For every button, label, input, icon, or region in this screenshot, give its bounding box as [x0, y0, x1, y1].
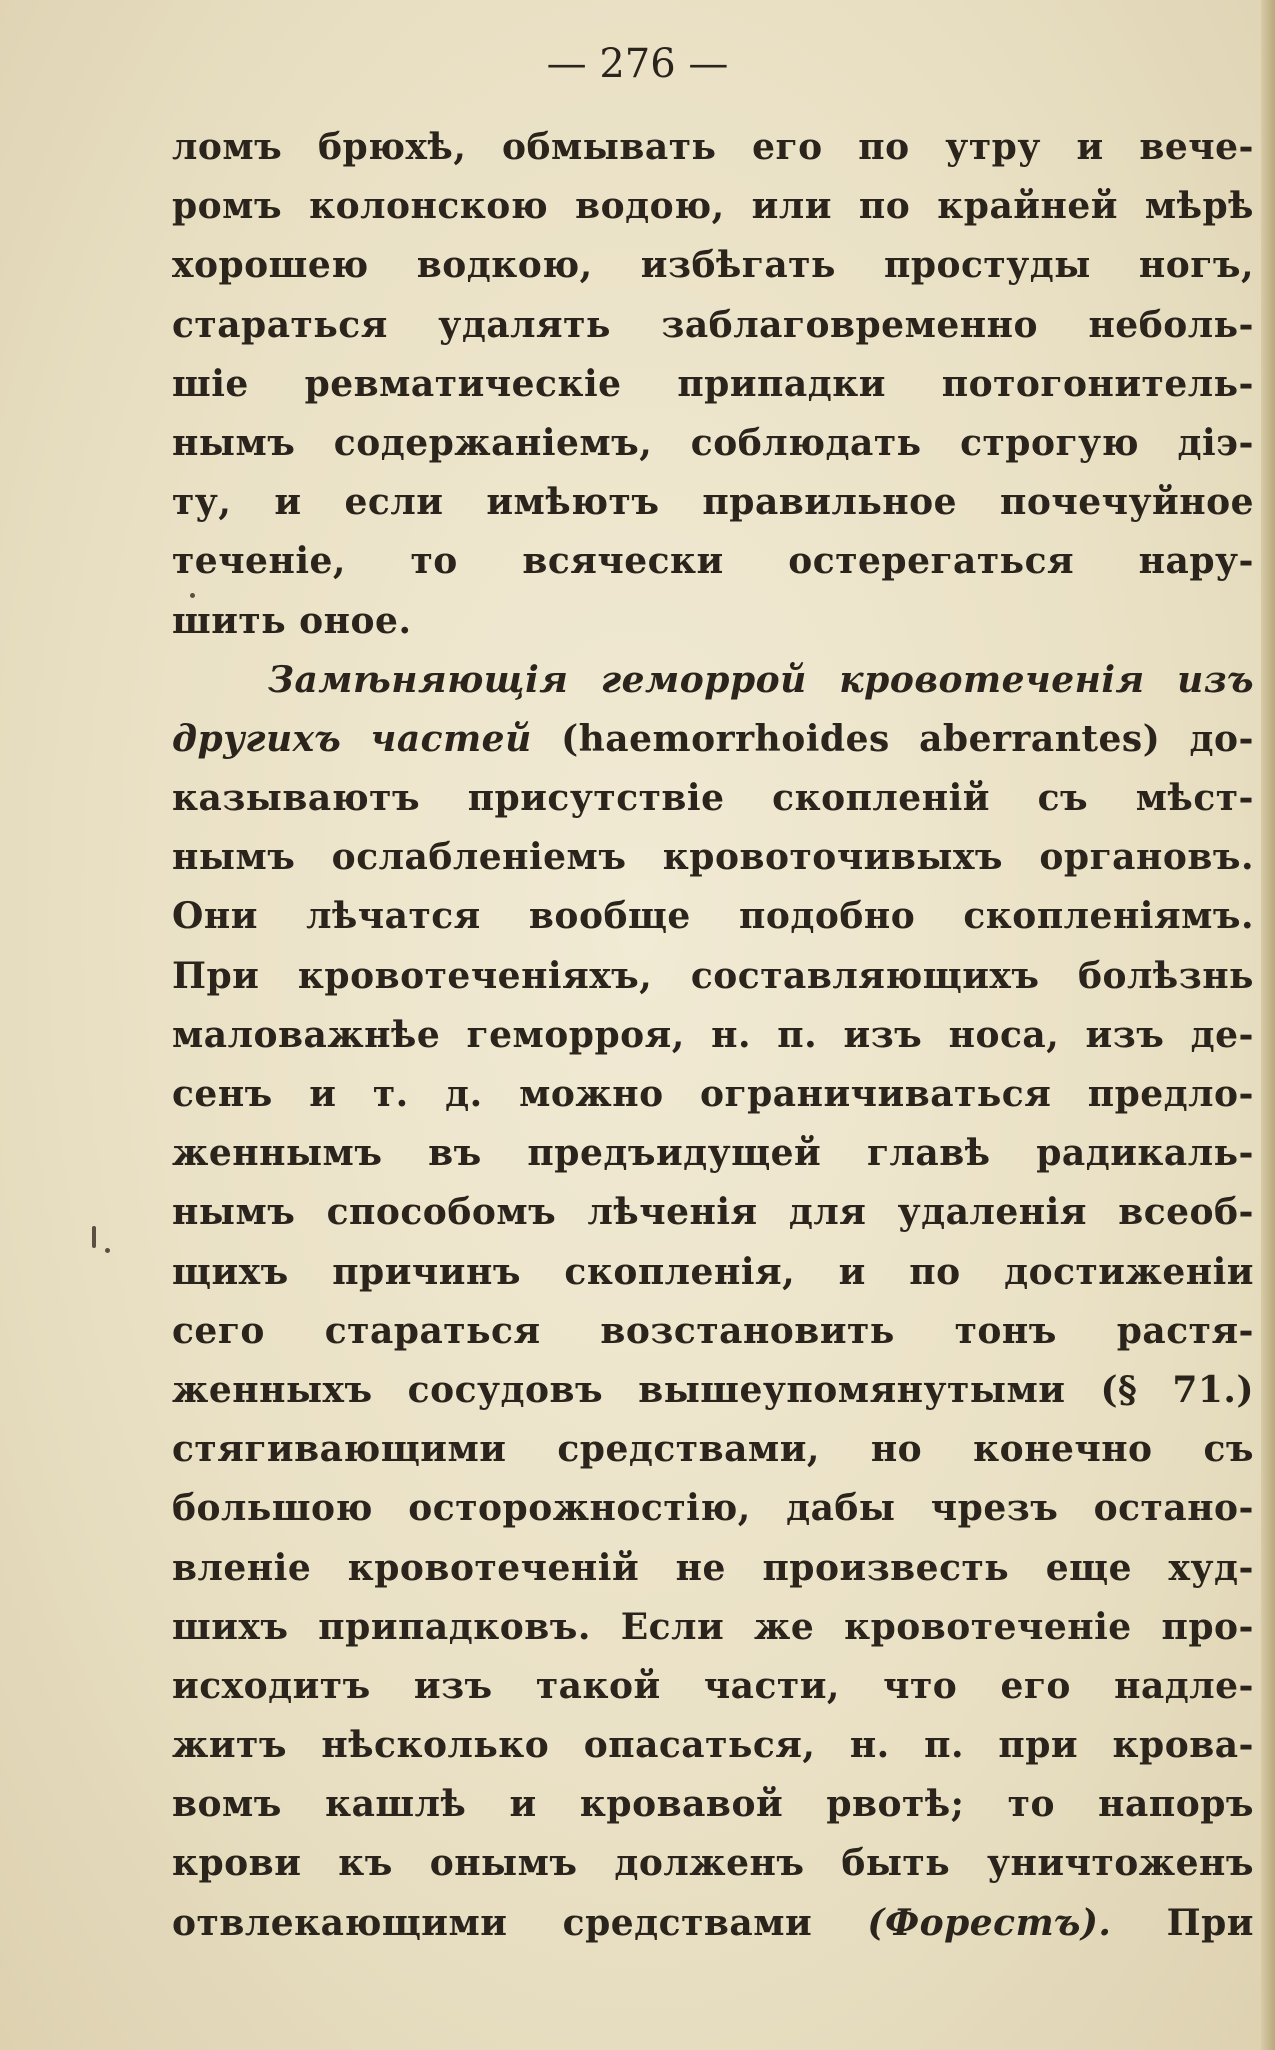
text-line: стараться удалять заблаговременно неболь- — [172, 303, 1254, 346]
text-line: шіе ревматическіе припадки потогонитель- — [172, 362, 1254, 405]
italic-term: Замѣняющія геморрой кровотеченія изъ — [268, 658, 1254, 701]
text-line: теченіе, то всячески остерегаться нару- — [172, 540, 1254, 583]
text-line: нымъ содержаніемъ, соблюдать строгую діэ- — [172, 421, 1254, 464]
text-line: шихъ припадковъ. Если же кровотеченіе про- — [172, 1605, 1254, 1648]
text-line: нымъ способомъ лѣченія для удаленія всеоб- — [172, 1191, 1254, 1234]
text-line: женныхъ сосудовъ вышеупомянутыми (§ 71.) — [172, 1368, 1254, 1411]
text-line: житъ нѣсколько опасаться, н. п. при крова- — [172, 1724, 1254, 1767]
text-line: стягивающими средствами, но конечно съ — [172, 1428, 1254, 1471]
text-line: вомъ кашлѣ и кровавой рвотѣ; то напоръ — [172, 1783, 1254, 1826]
text-line: Они лѣчатся вообще подобно скопленіямъ. — [172, 895, 1254, 938]
body-text — [172, 118, 1254, 1953]
text-line: сенъ и т. д. можно ограничиваться предло- — [172, 1073, 1254, 1115]
page-edge — [1261, 0, 1275, 2050]
ink-speck — [92, 1226, 96, 1248]
text-line: ромъ колонскою водою, или по крайней мѣрѣ — [172, 185, 1254, 228]
text-line: отвлекающими средствами (Форестъ). При — [172, 1901, 1254, 1944]
text-line: ломъ брюхѣ, обмывать его по утру и вече- — [172, 126, 1254, 168]
text-line: При кровотеченіяхъ, составляющихъ болѣзнь — [172, 954, 1254, 997]
italic-term: другихъ частей — [172, 717, 532, 760]
text-line: большою осторожностію, дабы чрезъ остано- — [172, 1487, 1254, 1530]
ink-speck — [190, 593, 195, 598]
text-line: казываютъ присутствіе скопленій съ мѣст- — [172, 777, 1254, 820]
text-line: другихъ частей (haemorrhoides aberrantes) до- — [172, 717, 1254, 760]
italic-citation: (Форестъ). — [867, 1901, 1112, 1944]
text-line: маловажнѣе геморроя, н. п. изъ носа, изъ де- — [172, 1013, 1254, 1056]
text-line: нымъ ослабленіемъ кровоточивыхъ органовъ. — [172, 836, 1254, 879]
text-line: щихъ причинъ скопленія, и по достиженіи — [172, 1250, 1254, 1293]
text-line: женнымъ въ предъидущей главѣ радикаль- — [172, 1132, 1254, 1175]
text-line: исходитъ изъ такой части, что его надле- — [172, 1664, 1254, 1707]
text-line: вленіе кровотеченій не произвесть еще худ- — [172, 1546, 1254, 1589]
text-line: крови къ онымъ долженъ быть уничтоженъ — [172, 1842, 1254, 1885]
text-line: сего стараться возстановить тонъ растя- — [172, 1309, 1254, 1352]
text-line: хорошею водкою, избѣгать простуды ногъ, — [172, 244, 1254, 287]
ink-speck — [105, 1248, 110, 1253]
text-line — [172, 651, 1254, 710]
text-line: ту, и если имѣютъ правильное почечуйное — [172, 481, 1254, 524]
page-number-header: — 276 — — [546, 41, 729, 87]
text-line: шить оное. — [172, 599, 412, 642]
